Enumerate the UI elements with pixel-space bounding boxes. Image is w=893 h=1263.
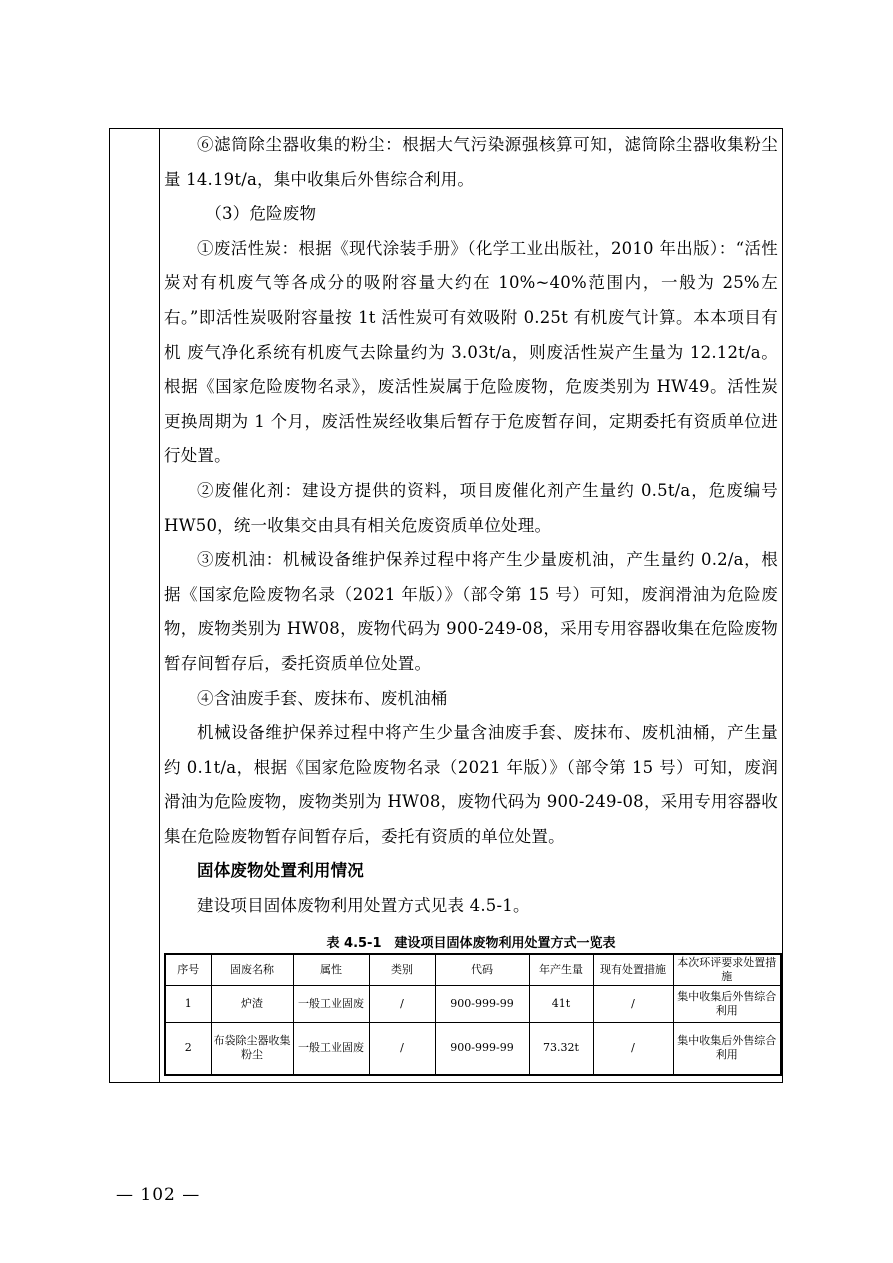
table-cell: 73.32t	[529, 1023, 593, 1075]
table-cell: 一般工业固废	[293, 986, 369, 1023]
table-cell: 集中收集后外售综合利用	[673, 1023, 781, 1075]
paragraph: ④含油废手套、废抹布、废机油桶	[197, 688, 448, 708]
table-cell: /	[369, 986, 435, 1023]
table-cell: 炉渣	[211, 986, 293, 1023]
table-cell: 集中收集后外售综合利用	[673, 986, 781, 1023]
section-intro: 建设项目固体废物利用处置方式见表 4.5-1。	[197, 896, 530, 916]
table-row	[165, 1023, 781, 1075]
table-header: 固废名称	[211, 954, 293, 986]
table-header-row	[165, 954, 781, 986]
table-cell: 布袋除尘器收集粉尘	[211, 1023, 293, 1075]
paragraph: ②废催化剂：建设方提供的资料，项目废催化剂产生量约 0.5t/a，危废编号 HW50，统一收集交由具有相关危废资质单位处理。	[164, 480, 778, 535]
paragraph: ③废机油：机械设备维护保养过程中将产生少量废机油，产生量约 0.2/a，根据《国家危险废物名录（2021 年版）》（部令第 15 号）可知，废润滑油为危险废物，废物类别为 HW08，废物代码为 900-249-08，采用专用容器收集在危险废物暂存间暂存后，委托资质单位处置。	[164, 550, 778, 673]
table-row	[165, 986, 781, 1023]
table-header: 本次环评要求处置措施	[673, 954, 781, 986]
body-text	[164, 128, 778, 924]
page-number: — 102 —	[116, 1185, 201, 1205]
solid-waste-table	[164, 953, 782, 1076]
paragraph: （3）危险废物	[205, 204, 317, 224]
table-cell: /	[369, 1023, 435, 1075]
table-header: 现有处置措施	[593, 954, 673, 986]
table-cell: /	[593, 1023, 673, 1075]
table-cell: 2	[165, 1023, 211, 1075]
table-header: 年产生量	[529, 954, 593, 986]
section-heading: 固体废物处置利用情况	[197, 861, 364, 881]
table-caption: 表 4.5-1 建设项目固体废物利用处置方式一览表	[326, 936, 616, 951]
table-cell: 41t	[529, 986, 593, 1023]
table-header: 类别	[369, 954, 435, 986]
left-label-column	[109, 128, 160, 1083]
table-cell: 900-999-99	[435, 986, 529, 1023]
paragraph: ⑥滤筒除尘器收集的粉尘：根据大气污染源强核算可知，滤筒除尘器收集粉尘量 14.19t/a，集中收集后外售综合利用。	[164, 135, 778, 189]
table-cell: 一般工业固废	[293, 1023, 369, 1075]
table-cell: 900-999-99	[435, 1023, 529, 1075]
table-header: 属性	[293, 954, 369, 986]
paragraph: ①废活性炭：根据《现代涂装手册》（化学工业出版社，2010 年出版）：“活性炭对有机废气等各成分的吸附容量大约在 10%~40%范围内，一般为 25%左 右。”即活性炭吸附容量按 1t 活性炭可有效吸附 0.25t 有机废气计算。本本项目有机 废气净化系统有机废气去除量约为 3.03t/a，则废活性炭产生量为 12.12t/a。根据《国家危险废物名录》，废活性炭属于危险废物，危废类别为 HW49。活性炭更换周期为 1 个月，废活性炭经收集后暂存于危废暂存间，定期委托有资质单位进行处置。	[164, 238, 778, 466]
paragraph: 机械设备维护保养过程中将产生少量含油废手套、废抹布、废机油桶，产生量约 0.1t/a，根据《国家危险废物名录（2021 年版）》（部令第 15 号）可知，废润滑油为危险废物，废物类别为 HW08，废物代码为 900-249-08，采用专用容器收集在危险废物暂存间暂存后，委托有资质的单位处置。	[164, 723, 778, 846]
table-header: 代码	[435, 954, 529, 986]
table-cell: /	[593, 986, 673, 1023]
table-header: 序号	[165, 954, 211, 986]
table-cell: 1	[165, 986, 211, 1023]
